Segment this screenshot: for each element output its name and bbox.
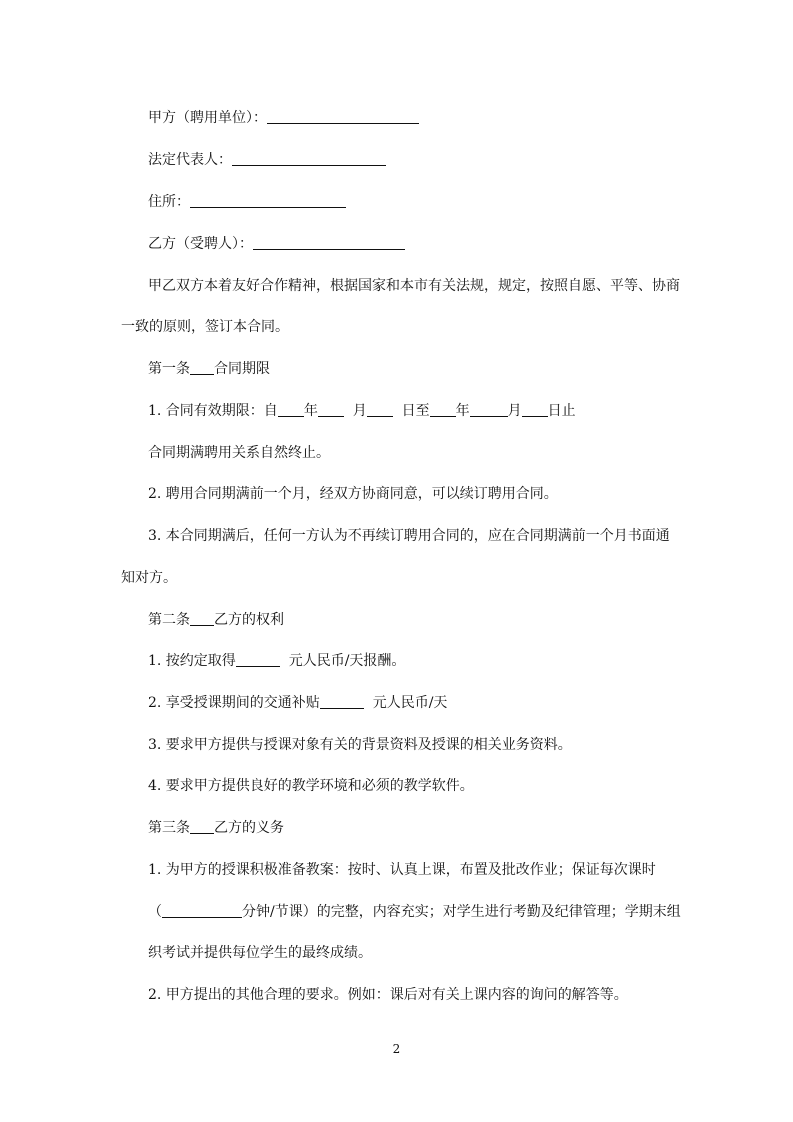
end-month-label: 月 [507, 403, 522, 419]
preamble-line-1: 甲乙双方本着友好合作精神，根据国家和本市有关法规，规定，按照自愿、平等、协商 [148, 278, 680, 294]
article-3-underline [190, 819, 214, 834]
article-1-heading: 合同期限 [214, 361, 270, 377]
transport-blank[interactable] [320, 694, 364, 709]
article-1-note: 合同期满聘用关系自然终止。 [148, 445, 330, 461]
legal-rep-blank[interactable] [232, 151, 386, 166]
article-2-item-4: 4. 要求甲方提供良好的教学环境和必须的教学软件。 [148, 778, 474, 794]
address-label: 住所： [148, 194, 190, 210]
address-line [148, 193, 346, 211]
article-1-item-3-line-1: 3. 本合同期满后，任何一方认为不再续订聘用合同的，应在合同期满前一个月书面通 [148, 528, 670, 544]
article-3-item-1-line-1: 1. 为甲方的授课积极准备教案：按时、认真上课，布置及批改作业；保证每次课时 [148, 862, 656, 878]
preamble-line-2: 一致的原则，签订本合同。 [121, 319, 289, 335]
article-2-item-1 [148, 652, 405, 670]
article-3-heading: 乙方的义务 [214, 820, 284, 836]
day-to-label: 日至 [401, 403, 430, 419]
party-a-label: 甲方（聘用单位）： [148, 110, 267, 126]
address-blank[interactable] [190, 193, 346, 208]
article-3-item-1-line-2 [148, 903, 681, 921]
transport-label: 2. 享受授课期间的交通补贴 [148, 695, 320, 711]
pay-label: 1. 按约定取得 [148, 653, 236, 669]
party-a-blank[interactable] [267, 109, 419, 124]
minutes-open-paren: （ [148, 904, 162, 920]
pay-unit: 元人民币/天报酬。 [288, 653, 406, 669]
term-from-label: 1. 合同有效期限：自 [148, 403, 278, 419]
article-1-item-2: 2. 聘用合同期满前一个月，经双方协商同意，可以续订聘用合同。 [148, 486, 558, 502]
article-2-item-2 [148, 694, 447, 712]
article-3-item-1-line-3: 织考试并提供每位学生的最终成绩。 [148, 945, 372, 961]
end-month-blank[interactable] [470, 402, 508, 417]
party-b-blank[interactable] [253, 235, 405, 250]
article-2-underline [190, 611, 214, 626]
legal-rep-line [148, 151, 386, 169]
pay-blank[interactable] [236, 652, 280, 667]
article-1-underline [190, 360, 214, 375]
legal-rep-label: 法定代表人： [148, 152, 232, 168]
page-number: 2 [392, 1042, 401, 1056]
article-3-title [148, 819, 284, 837]
transport-unit: 元人民币/天 [372, 695, 448, 711]
month-label: 月 [352, 403, 367, 419]
year-label: 年 [303, 403, 318, 419]
end-day-blank[interactable] [522, 402, 548, 417]
minutes-rest: 分钟/节课）的完整，内容充实；对学生进行考勤及纪律管理；学期末组 [242, 904, 681, 920]
article-2-item-3: 3. 要求甲方提供与授课对象有关的背景资料及授课的相关业务资料。 [148, 737, 572, 753]
end-year-blank[interactable] [430, 402, 456, 417]
party-b-line [148, 235, 405, 253]
article-1-item-1 [148, 402, 576, 420]
start-month-blank[interactable] [318, 402, 344, 417]
article-1-number: 第一条 [148, 361, 190, 377]
party-a-line [148, 109, 419, 127]
party-b-label: 乙方（受聘人）： [148, 236, 253, 252]
article-1-title [148, 360, 270, 378]
end-day-label: 日止 [547, 403, 576, 419]
article-3-item-2: 2. 甲方提出的其他合理的要求。例如：课后对有关上课内容的询问的解答等。 [148, 987, 628, 1003]
article-1-item-3-line-2: 知对方。 [121, 570, 177, 586]
article-2-number: 第二条 [148, 612, 190, 628]
start-day-blank[interactable] [367, 402, 393, 417]
minutes-blank[interactable] [162, 903, 242, 918]
article-2-heading: 乙方的权利 [214, 612, 284, 628]
article-2-title [148, 611, 284, 629]
start-year-blank[interactable] [278, 402, 304, 417]
end-year-label: 年 [455, 403, 470, 419]
article-3-number: 第三条 [148, 820, 190, 836]
